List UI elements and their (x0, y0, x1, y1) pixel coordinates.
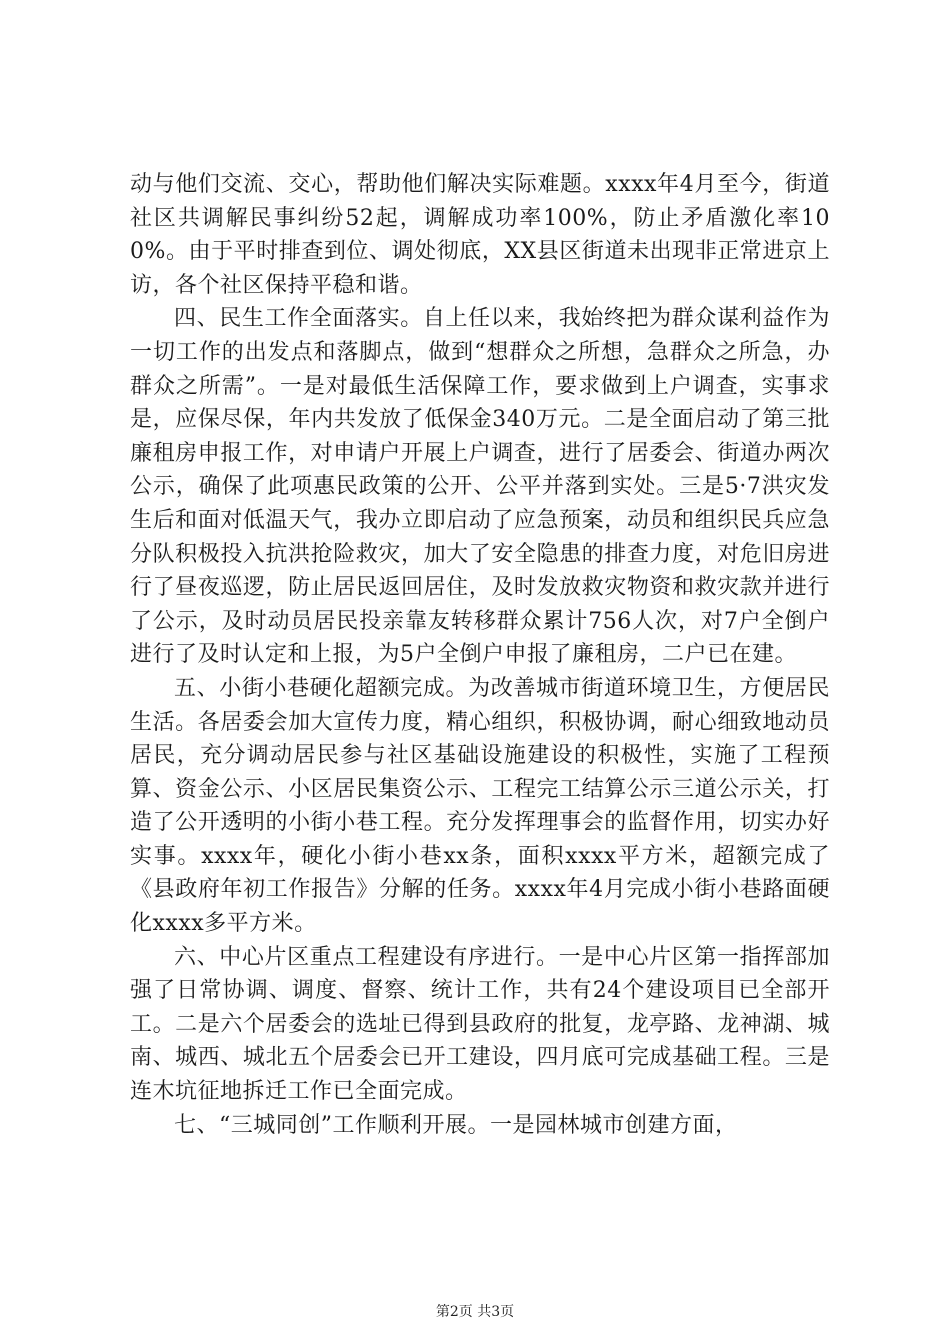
paragraph-3: 五、小街小巷硬化超额完成。为改善城市街道环境卫生，方便居民生活。各居委会加大宣传力度，精心组织，积极协调，耐心细致地动员居民，充分调动居民参与社区基础设施建设的积极性，实施了工程预算、资金公示、小区居民集资公示、工程完工结算公示三道公示关，打造了公开透明的小街小巷工程。充分发挥理事会的监督作用，切实办好实事。xxxx年，硬化小街小巷xx条，面积xxxx平方米，超额完成了《县政府年初工作报告》分解的任务。xxxx年4月完成小街小巷路面硬化xxxx多平方米。 (130, 675, 830, 937)
paragraph-2: 四、民生工作全面落实。自上任以来，我始终把为群众谋利益作为一切工作的出发点和落脚点，做到“想群众之所想，急群众之所急，办群众之所需”。一是对最低生活保障工作，要求做到上户调查，实事求是，应保尽保，年内共发放了低保金340万元。二是全面启动了第三批廉租房申报工作，对申请户开展上户调查，进行了居委会、街道办两次公示，确保了此项惠民政策的公开、公平并落到实处。三是5·7洪灾发生后和面对低温天气，我办立即启动了应急预案，动员和组织民兵应急分队积极投入抗洪抢险救灾，加大了安全隐患的排查力度，对危旧房进行了昼夜巡逻，防止居民返回居住，及时发放救灾物资和救灾款并进行了公示，及时动员居民投亲靠友转移群众累计756人次，对7户全倒户进行了及时认定和上报，为5户全倒户申报了廉租房，二户已在建。 (130, 306, 830, 668)
document-body (130, 168, 830, 1142)
paragraph-1: 动与他们交流、交心，帮助他们解决实际难题。xxxx年4月至今，街道社区共调解民事纠纷52起，调解成功率100%，防止矛盾激化率100%。由于平时排查到位、调处彻底，XX县区街道未出现非正常进京上访，各个社区保持平稳和谐。 (130, 172, 830, 298)
paragraph-5: 七、“三城同创”工作顺利开展。一是园林城市创建方面， (174, 1112, 738, 1138)
page-footer: 第2页 共3页 (435, 1304, 515, 1320)
paragraph-4: 六、中心片区重点工程建设有序进行。一是中心片区第一指挥部加强了日常协调、调度、督察、统计工作，共有24个建设项目已全部开工。二是六个居委会的选址已得到县政府的批复，龙亭路、龙神湖、城南、城西、城北五个居委会已开工建设，四月底可完成基础工程。三是连木坑征地拆迁工作已全面完成。 (130, 944, 830, 1105)
